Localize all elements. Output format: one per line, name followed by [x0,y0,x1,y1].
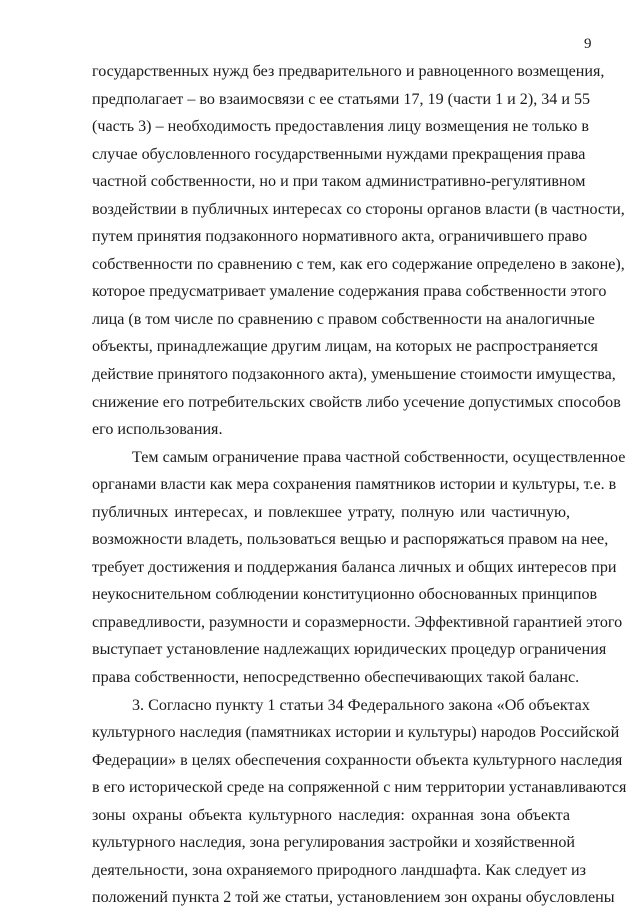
page-number: 9 [584,36,592,52]
text-line: положений пункта 2 той же статьи, установлением зон охраны обусловлены [92,889,615,907]
text-line: действие принятого подзаконного акта), уменьшение стоимости имущества, [92,366,616,384]
text-line: воздействии в публичных интересах со стороны органов власти (в частности, [92,200,625,218]
paragraph-continuation [92,58,625,444]
text-line: объекты, принадлежащие другим лицам, на которых не распространяется [92,338,598,356]
text-line: зоны охраны объекта культурного наследия: охранная зона объекта [92,806,570,824]
text-line: неукоснительном соблюдении конституционно обоснованных принципов [92,586,598,604]
text-line: государственных нужд без предварительного и равноценного возмещения, [92,63,605,80]
text-line: справедливости, разумности и соразмерности. Эффективной гарантией этого [92,613,623,631]
text-line: лица (в том числе по сравнению с правом собственности на аналогичные [92,310,595,328]
text-line: его использования. [92,421,223,439]
paragraph-section-3 [92,692,627,912]
document-body [92,58,627,912]
text-line: предполагает – во взаимосвязи с ее статьями 17, 19 (части 1 и 2), 34 и 55 [92,90,591,108]
text-line: случае обусловленного государственными нуждами прекращения права [92,145,586,163]
text-line: которое предусматривает умаление содержания права собственности этого [92,283,607,301]
text-line: (часть 3) – необходимость предоставления лицу возмещения не только в [92,118,589,136]
text-line: 3. Согласно пункту 1 статьи 34 Федерального закона «Об объектах [132,696,590,714]
text-line: культурного наследия, зона регулирования застройки и хозяйственной [92,834,576,852]
paragraph-balance-of-interests [92,444,626,692]
text-line: требует достижения и поддержания баланса личных и общих интересов при [92,558,617,576]
text-line: права собственности, непосредственно обеспечивающих такой баланс. [92,669,580,687]
text-line: частной собственности, но и при таком административно-регулятивном [92,173,586,191]
text-line: в его исторической среде на сопряженной с ним территории устанавливаются [92,779,627,797]
text-line: Федерации» в целях обеспечения сохранности объекта культурного наследия [92,751,623,769]
text-line: органами власти как мера сохранения памятников истории и культуры, т.е. в [92,476,617,494]
text-line: снижение его потребительских свойств либо усечение допустимых способов [92,393,621,411]
text-line: Тем самым ограничение права частной собственности, осуществленное [132,448,626,466]
text-line: возможности владеть, пользоваться вещью и распоряжаться правом на нее, [92,531,609,549]
text-line: выступает установление надлежащих юридических процедур ограничения [92,641,607,659]
text-line: путем принятия подзаконного нормативного акта, ограничившего право [92,228,588,246]
text-line: культурного наследия (памятниках истории и культуры) народов Российской [92,724,620,742]
text-line: собственности по сравнению с тем, как его содержание определено в законе), [92,255,625,273]
text-line: публичных интересах, и повлекшее утрату, полную или частичную, [92,503,570,521]
text-line: деятельности, зона охраняемого природного ландшафта. Как следует из [92,861,586,879]
